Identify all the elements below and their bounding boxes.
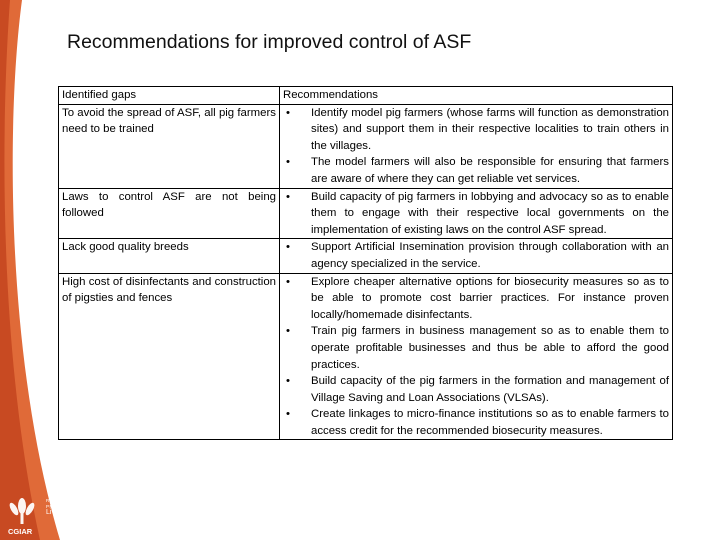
table-row [59,239,673,273]
recommendations-cell [280,239,673,273]
logo-line-program: PROGRAM ON [46,504,83,509]
bullet-icon: • [286,190,290,203]
logo-line-research: RESEARCH [46,498,76,503]
recommendation-text: Explore cheaper alternative options for biosecurity measures so as to be able to promote cost barrier practices. For instance proven locally/homemade disinfectants. [311,275,669,321]
recommendations-cell [280,273,673,440]
recommendations-cell [280,104,673,188]
table-row [59,188,673,239]
logo-text [46,498,82,516]
cgiar-logo-text: CGIAR [8,527,33,536]
gap-cell: Lack good quality breeds [59,239,280,273]
recommendation-item [283,323,669,373]
bullet-icon: • [286,275,290,288]
recommendation-text: Train pig farmers in business management so as to enable them to operate profitable businesses and thus be able to afford the good practices. [311,325,669,371]
gap-cell: To avoid the spread of ASF, all pig farmers need to be trained [59,104,280,188]
bullet-icon: • [286,375,290,388]
recommendation-item [283,189,669,239]
bullet-icon: • [286,106,290,119]
recommendation-text: The model farmers will also be responsible for ensuring that farmers are aware of where they can get reliable vet services. [311,156,669,185]
bullet-icon: • [286,325,290,338]
recommendation-text: Support Artificial Insemination provision through collaboration with an agency specialized in the service. [311,241,669,270]
header-recommendations: Recommendations [283,89,378,101]
page-title: Recommendations for improved control of ASF [67,31,472,53]
decorative-side-band [0,0,60,540]
recommendation-item [283,239,669,272]
recommendation-item [283,154,669,187]
recommendation-item [283,274,669,324]
bullet-icon: • [286,241,290,254]
recommendation-text: Build capacity of the pig farmers in the formation and management of Village Saving and Loan Associations (VLSAs). [311,375,669,404]
recommendations-table [58,86,673,440]
recommendation-item [283,105,669,155]
bullet-icon: • [286,156,290,169]
recommendation-text: Create linkages to micro-finance institutions so as to enable farmers to access credit for the recommended biosecurity measures. [311,408,669,437]
recommendation-text: Identify model pig farmers (whose farms will function as demonstration sites) and support them in their respective localities to train others in the villages. [311,106,669,152]
recommendation-item [283,373,669,406]
bullet-icon: • [286,408,290,421]
gap-cell: High cost of disinfectants and construction of pigsties and fences [59,273,280,440]
header-identified-gaps: Identified gaps [59,87,280,105]
recommendation-text: Build capacity of pig farmers in lobbying and advocacy so as to enable them to engage with their respective local governments on the implementation of existing laws on the control ASF spread. [311,190,669,236]
gap-cell: Laws to control ASF are not being followed [59,188,280,239]
recommendation-item [283,406,669,439]
table-row [59,104,673,188]
table-header-row [59,87,673,105]
recommendations-cell [280,188,673,239]
logo-line-livestock: Livestock [46,509,76,516]
table-row [59,273,673,440]
